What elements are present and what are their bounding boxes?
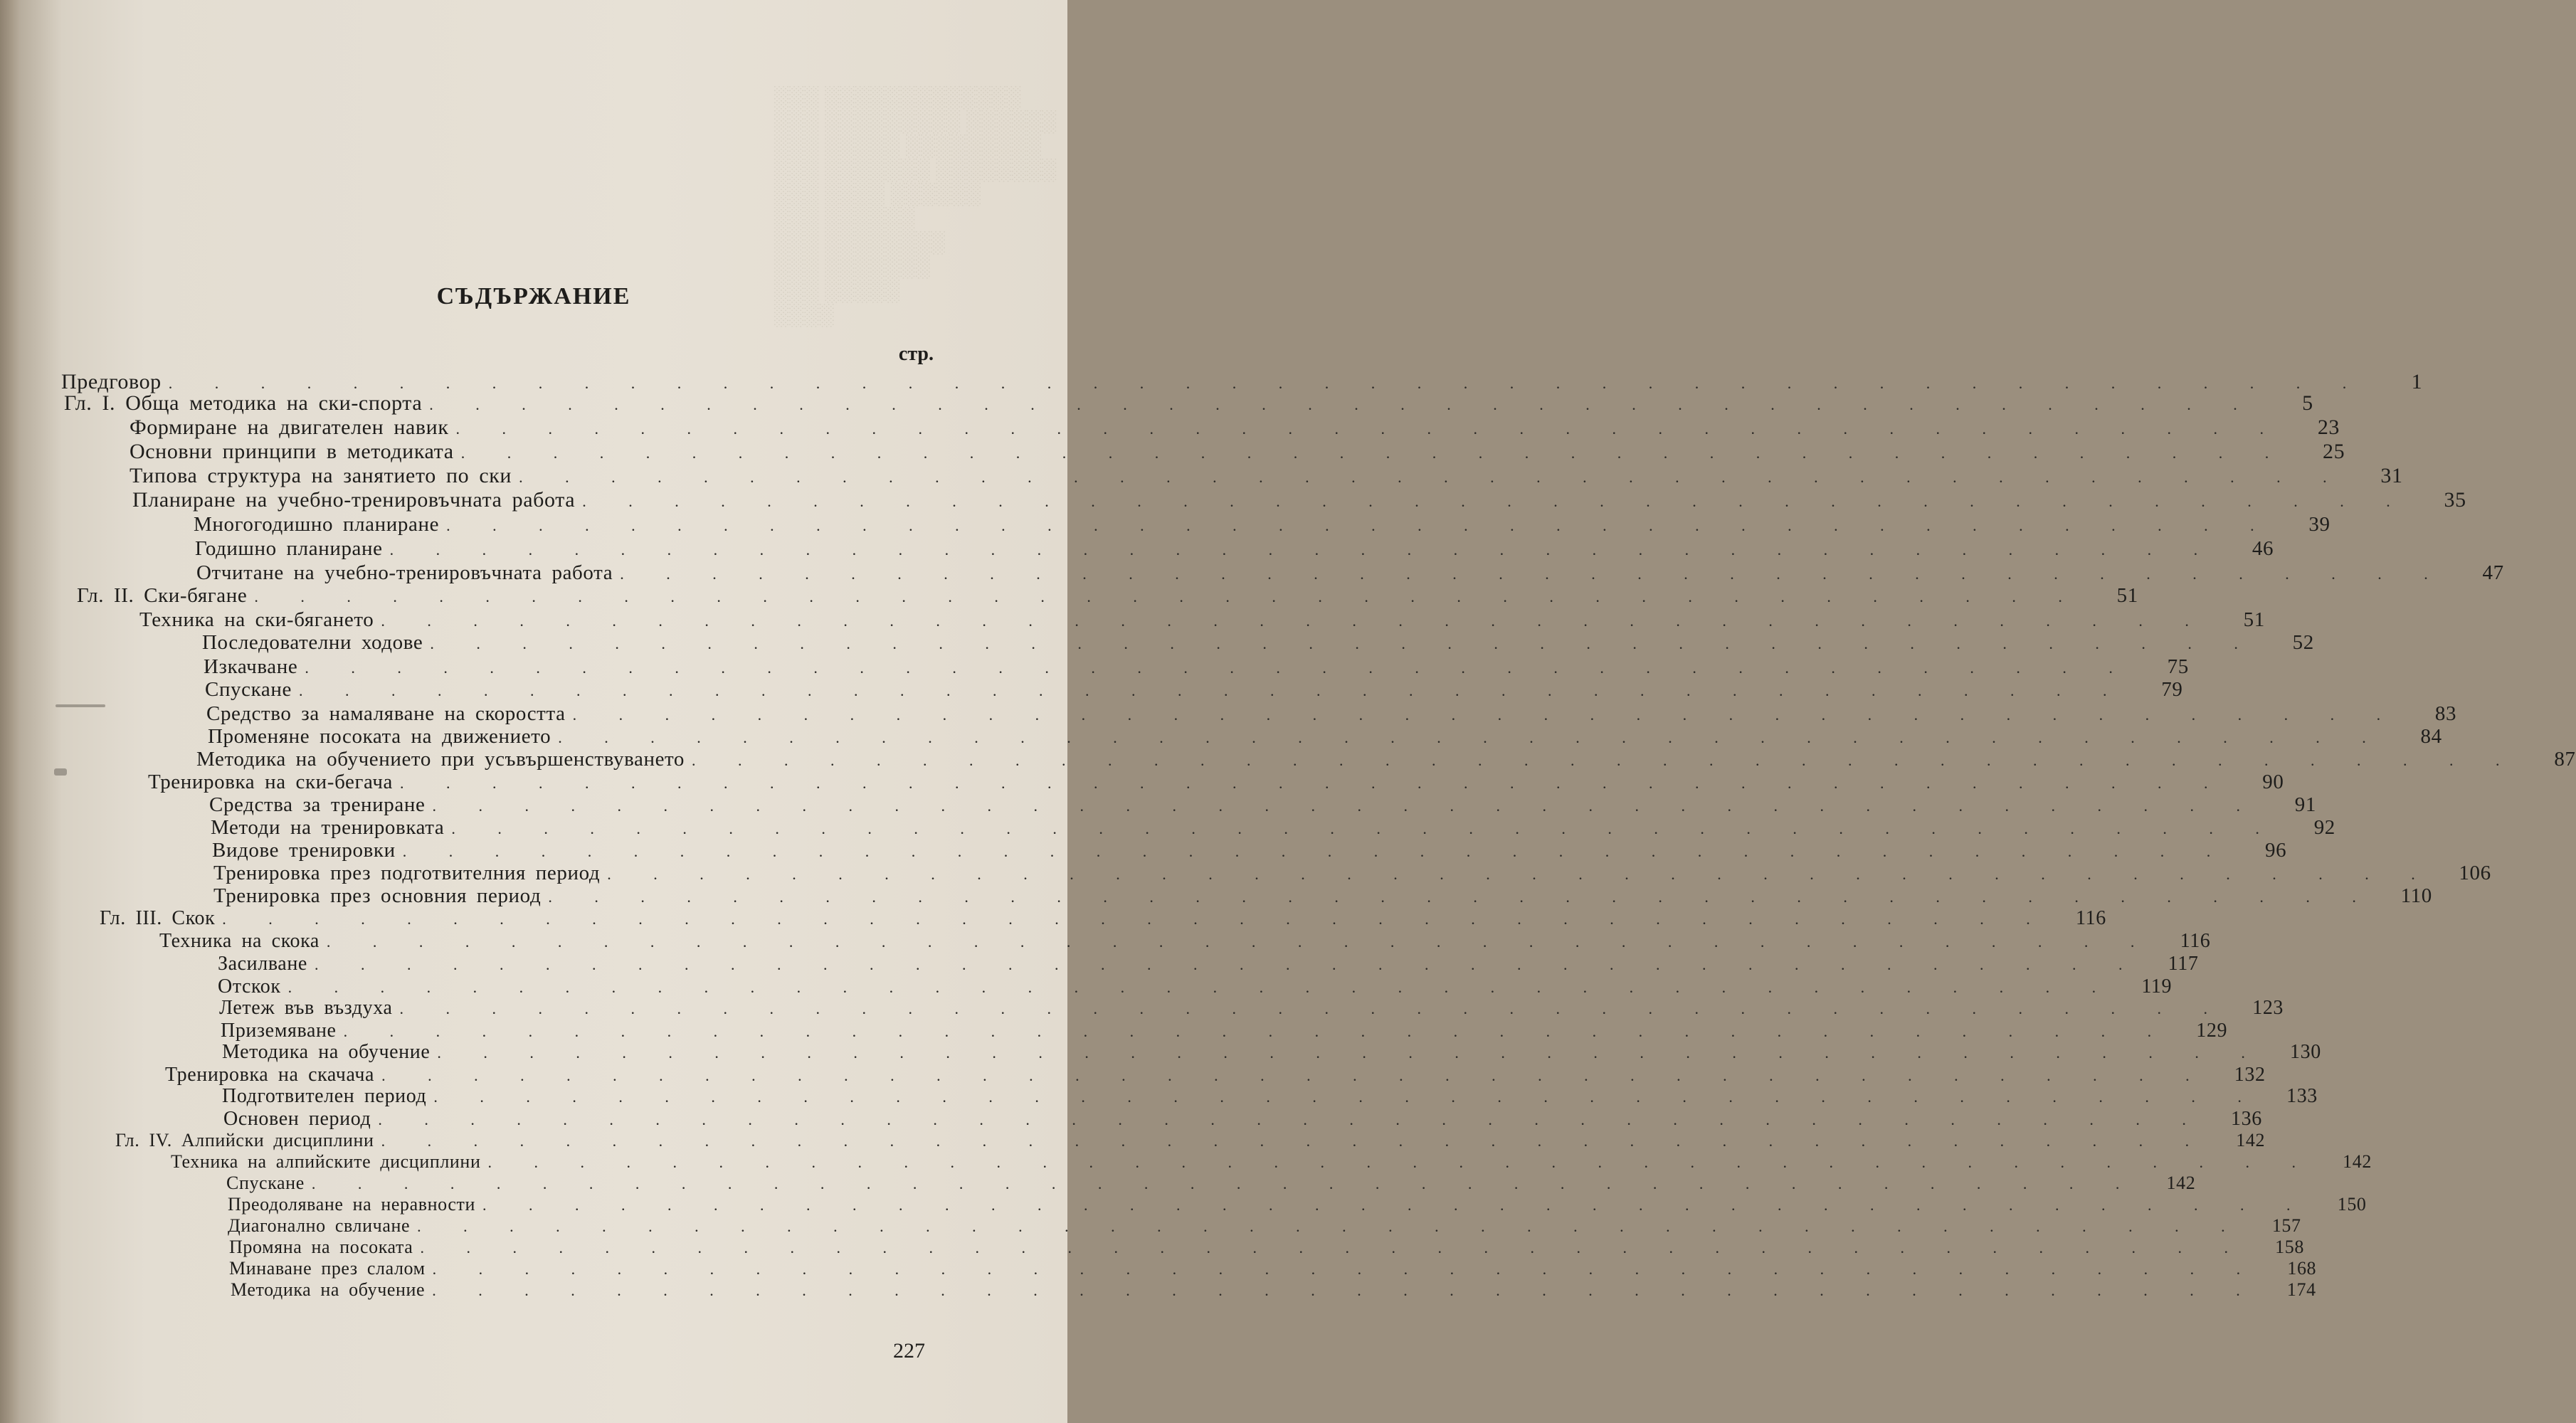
leader-dots: . . . . . . . . . . . . . . . . . . . . . . . . . . . . . . . . . . . . . . . . — [572, 706, 2400, 724]
toc-entry-page: 142 — [2236, 1130, 2266, 1150]
toc-entry — [218, 975, 2173, 999]
toc-entry-page: 129 — [2196, 1020, 2228, 1042]
toc-entry-page: 130 — [2290, 1041, 2321, 1063]
leader-dots: . . . . . . . . . . . . . . . . . . . . . . . . . . . . . . . . . . . . . . . . — [482, 1196, 2310, 1214]
toc-entry — [218, 952, 2199, 976]
toc-entry — [130, 464, 2403, 488]
toc-entry — [202, 630, 2314, 655]
toc-entry — [213, 861, 2491, 885]
toc-entry-label: Гл. II. Ски-бягане — [77, 584, 248, 607]
toc-entry-label: Техника на скока — [159, 930, 320, 952]
leader-dots: . . . . . . . . . . . . . . . . . . . . . . . . . . . . . . . . . . . . . . . . — [305, 659, 2132, 677]
leader-dots: . . . . . . . . . . . . . . . . . . . . . . . . . . . . . . . . . . . . . . . . — [343, 1022, 2171, 1040]
toc-entry-page: 23 — [2317, 416, 2340, 439]
toc-entry-label: Средство за намаляване на скоростта — [206, 702, 566, 725]
toc-entry-label: Подготвителен период — [222, 1085, 427, 1107]
toc-entry — [206, 702, 2457, 726]
toc-entry-page: 174 — [2286, 1279, 2316, 1300]
toc-entry-page: 133 — [2286, 1085, 2318, 1107]
leader-dots: . . . . . . . . . . . . . . . . . . . . . . . . . . . . . . . . . . . . . . . . — [381, 1067, 2209, 1084]
toc-entry-page: 110 — [2400, 884, 2432, 907]
leader-dots: . . . . . . . . . . . . . . . . . . . . . . . . . . . . . . . . . . . . . . . . — [429, 396, 2256, 413]
leader-dots: . . . . . . . . . . . . . . . . . . . . . . . . . . . . . . . . . . . . . . . . — [432, 1260, 2260, 1278]
leader-dots: . . . . . . . . . . . . . . . . . . . . . . . . . . . . . . . . . . . . . . . . — [420, 1239, 2247, 1257]
toc-entry — [196, 747, 2576, 771]
leader-dots: . . . . . . . . . . . . . . . . . . . . . . . . . . . . . . . . . . . . . . . . — [558, 729, 2385, 746]
leader-dots: . . . . . . . . . . . . . . . . . . . . . . . . . . . . . . . . . . . . . . . . — [437, 1044, 2264, 1062]
toc-entry-label: Средства за трениране — [209, 793, 426, 816]
toc-entry — [61, 370, 2423, 394]
toc-entry-page: 142 — [2343, 1151, 2372, 1172]
toc-entry-page: 96 — [2265, 839, 2287, 862]
toc-entry-label: Гл. III. Скок — [100, 907, 216, 929]
leader-dots: . . . . . . . . . . . . . . . . . . . . . . . . . . . . . . . . . . . . . . . . — [399, 1000, 2227, 1017]
leader-dots: . . . . . . . . . . . . . . . . . . . . . . . . . . . . . . . . . . . . . . . . — [582, 492, 2409, 510]
leader-dots: . . . . . . . . . . . . . . . . . . . . . . . . . . . . . . . . . . . . . . . . — [519, 468, 2346, 486]
toc-entry-page: 83 — [2434, 702, 2457, 725]
toc-entry-label: Предговор — [61, 370, 162, 393]
toc-entry-label: Тренировка през основния период — [213, 884, 542, 907]
toc-entry-page: 51 — [2116, 584, 2138, 607]
toc-entry-page: 117 — [2168, 953, 2199, 975]
toc-entry-label: Последователни ходове — [202, 631, 423, 654]
leader-dots: . . . . . . . . . . . . . . . . . . . . . . . . . . . . . . . . . . . . . . . . — [298, 682, 2126, 699]
toc-entry-label: Отскок — [218, 975, 281, 998]
toc-entry-label: Типова структура на занятието по ски — [130, 464, 512, 487]
toc-entry-label: Видове тренировки — [212, 839, 396, 862]
toc-entry — [139, 608, 2265, 632]
toc-entry-page: 46 — [2252, 537, 2274, 560]
toc-entry-page: 1 — [2411, 370, 2423, 393]
toc-entry-label: Формиране на двигателен навик — [130, 416, 449, 439]
toc-entry — [132, 488, 2466, 512]
toc-entry-label: Изкачване — [204, 655, 298, 678]
toc-entry — [195, 536, 2274, 561]
toc-entry-page: 79 — [2161, 678, 2183, 701]
leader-dots: . . . . . . . . . . . . . . . . . . . . . . . . . . . . . . . . . . . . . . . . — [381, 1132, 2209, 1150]
toc-entry-label: Гл. IV. Алпийски дисциплини — [115, 1130, 374, 1150]
leader-dots: . . . . . . . . . . . . . . . . . . . . . . . . . . . . . . . . . . . . . . . . — [287, 978, 2116, 996]
toc-entry-label: Методика на обучение — [231, 1279, 426, 1300]
toc-entry-page: 123 — [2252, 997, 2284, 1019]
toc-entry-page: 87 — [2554, 748, 2576, 771]
toc-entry-page: 157 — [2271, 1215, 2301, 1236]
toc-entry-label: Годишно планиране — [195, 537, 383, 560]
toc-entry — [209, 793, 2316, 817]
leader-dots: . . . . . . . . . . . . . . . . . . . . . . . . . . . . . . . . . . . . . . . . — [311, 1175, 2139, 1192]
toc-entry-label: Летеж във въздуха — [219, 997, 393, 1019]
toc-entry-page: 150 — [2337, 1194, 2367, 1215]
leader-dots: . . . . . . . . . . . . . . . . . . . . . . . . . . . . . . . . . . . . . . . . — [402, 842, 2230, 860]
toc-entry — [196, 561, 2504, 585]
leader-dots: . . . . . . . . . . . . . . . . . . . . . . . . . . . . . . . . . . . . . . . . — [399, 774, 2227, 792]
page-number: 227 — [893, 1339, 925, 1363]
toc-entry — [222, 1040, 2321, 1064]
toc-entry-label: Гл. I. Обща методика на ски-спорта — [64, 391, 423, 415]
toc-entry-label: Спускане — [226, 1173, 305, 1193]
toc-entry-label: Засилване — [218, 953, 307, 975]
toc-entry — [231, 1278, 2316, 1302]
toc-entry-page: 106 — [2459, 862, 2491, 884]
toc-entry — [211, 815, 2335, 840]
toc-entry-label: Методика на обучение — [222, 1041, 431, 1063]
toc-entry — [159, 929, 2211, 953]
leader-dots: . . . . . . . . . . . . . . . . . . . . . . . . . . . . . . . . . . . . . . . . — [417, 1217, 2244, 1235]
toc-entry — [223, 1107, 2262, 1131]
book-gutter — [0, 0, 20, 1423]
toc-entry-page: 158 — [2275, 1237, 2304, 1257]
leader-dots: . . . . . . . . . . . . . . . . . . . . . . . . . . . . . . . . . . . . . . . . — [314, 956, 2142, 973]
smudge-mark — [56, 704, 105, 707]
leader-dots: . . . . . . . . . . . . . . . . . . . . . . . . . . . . . . . . . . . . . . . . — [607, 865, 2434, 883]
toc-entry-label: Отчитане на учебно-тренировъчната работа — [196, 561, 613, 584]
toc-entry-page: 116 — [2076, 907, 2106, 929]
toc-entry — [228, 1192, 2367, 1217]
toc-entry-page: 92 — [2313, 816, 2335, 839]
leader-dots: . . . . . . . . . . . . . . . . . . . . . . . . . . . . . . . . . . . . . . . . — [432, 797, 2259, 815]
toc-entry — [229, 1257, 2317, 1281]
toc-entry — [130, 416, 2340, 440]
leader-dots: . . . . . . . . . . . . . . . . . . . . . . . . . . . . . . . . . . . . . . . . — [460, 444, 2289, 462]
leader-dots: . . . . . . . . . . . . . . . . . . . . . . . . . . . . . . . . . . . . . . . . — [430, 635, 2257, 652]
toc-entry — [226, 1171, 2196, 1195]
bleed-through-text: ░░░░░░░░░░░░░ ░░░ ░░░░░░ ░░░░░░░░░ ░░░ ░░░░░░░░░ ░░░░░ ░░░ ░░░░░░░░ ░░░░░░░ ░░░ ░░░░░░ ░░░░ ░░░ ░░░░░░ ░░░ ░░░░░░░░ ░░░ ░░░░░░░ ░░░ ░░░░░ ░░░ ░░░░ — [774, 85, 1057, 327]
toc-entry — [77, 583, 2138, 608]
leader-dots: . . . . . . . . . . . . . . . . . . . . . . . . . . . . . . . . . . . . . . . . — [487, 1153, 2315, 1171]
toc-entry-label: Тренировка на ски-бегача — [148, 771, 393, 793]
toc-entry — [219, 996, 2284, 1020]
toc-entry-label: Спускане — [205, 678, 292, 701]
leader-dots: . . . . . . . . . . . . . . . . . . . . . . . . . . . . . . . . . . . . . . . . — [446, 517, 2274, 534]
toc-entry — [165, 1063, 2266, 1087]
toc-entry-page: 84 — [2420, 725, 2442, 748]
leader-dots: . . . . . . . . . . . . . . . . . . . . . . . . . . . . . . . . . . . . . . . . — [254, 588, 2081, 605]
toc-entry-page: 132 — [2234, 1064, 2266, 1086]
toc-entry — [115, 1128, 2266, 1153]
leader-dots: . . . . . . . . . . . . . . . . . . . . . . . . . . . . . . . . . . . . . . . . — [455, 420, 2284, 438]
toc-title: СЪДЪРЖАНИЕ — [436, 283, 631, 310]
toc-entry — [212, 838, 2287, 862]
toc-entry — [148, 770, 2284, 794]
toc-entry-page: 35 — [2444, 488, 2466, 512]
toc-entry-label: Техника на ски-бягането — [139, 608, 374, 631]
leader-dots: . . . . . . . . . . . . . . . . . . . . . . . . . . . . . . . . . . . . . . . . — [222, 910, 2049, 928]
toc-entry-page: 31 — [2380, 464, 2403, 487]
toc-entry-page: 136 — [2231, 1108, 2262, 1130]
leader-dots: . . . . . . . . . . . . . . . . . . . . . . . . . . . . . . . . . . . . . . . . — [433, 1088, 2261, 1106]
leader-dots: . . . . . . . . . . . . . . . . . . . . . . . . . . . . . . . . . . . . . . . . — [432, 1281, 2259, 1299]
toc-entry-page: 90 — [2262, 771, 2284, 793]
toc-entry — [221, 1019, 2228, 1043]
toc-entry — [64, 391, 2313, 416]
leader-dots: . . . . . . . . . . . . . . . . . . . . . . . . . . . . . . . . . . . . . . . . — [381, 612, 2208, 630]
toc-entry — [100, 906, 2106, 931]
toc-entry — [194, 512, 2330, 536]
page-column-header: стр. — [898, 343, 934, 365]
toc-entry-page: 25 — [2322, 440, 2345, 463]
toc-entry-label: Променяне посоката на движението — [208, 725, 551, 748]
toc-entry-label: Многогодишно планиране — [194, 513, 440, 536]
toc-entry — [204, 655, 2189, 679]
toc-entry — [205, 677, 2183, 702]
leader-dots: . . . . . . . . . . . . . . . . . . . . . . . . . . . . . . . . . . . . . . . . — [548, 888, 2375, 906]
toc-entry — [213, 884, 2432, 908]
toc-entry-page: 119 — [2141, 975, 2173, 998]
toc-entry-page: 52 — [2292, 631, 2314, 654]
toc-entry-page: 75 — [2167, 655, 2189, 678]
toc-entry-label: Промяна на посоката — [229, 1237, 413, 1257]
toc-entry-page: 91 — [2294, 793, 2316, 816]
leader-dots: . . . . . . . . . . . . . . . . . . . . . . . . . . . . . . . . . . . . . . . . — [451, 820, 2279, 837]
toc-entry-page: 47 — [2482, 561, 2504, 584]
toc-entry-label: Основни принципи в методиката — [130, 440, 454, 463]
toc-entry-label: Приземяване — [221, 1020, 337, 1042]
toc-entry-label: Минаване през слалом — [229, 1258, 426, 1279]
toc-entry-page: 142 — [2166, 1173, 2196, 1193]
toc-entry — [229, 1235, 2304, 1259]
leader-dots: . . . . . . . . . . . . . . . . . . . . . . . . . . . . . . . . . . . . . . . . — [692, 751, 2519, 769]
toc-entry — [222, 1084, 2318, 1109]
toc-entry-page: 168 — [2287, 1258, 2317, 1279]
toc-entry-page: 116 — [2180, 930, 2211, 952]
leader-dots: . . . . . . . . . . . . . . . . . . . . . . . . . . . . . . . . . . . . . . . . — [378, 1111, 2205, 1128]
toc-entry-label: Методика на обучението при усъвършенствуването — [196, 748, 685, 771]
toc-entry-label: Методи на тренировката — [211, 816, 445, 839]
toc-entry-label: Тренировка на скачача — [165, 1064, 375, 1086]
toc-entry-label: Техника на алпийските дисциплини — [171, 1151, 481, 1172]
toc-entry — [130, 440, 2345, 464]
toc-entry-label: Диагонално свличане — [228, 1215, 411, 1236]
smudge-mark — [54, 768, 67, 776]
toc-entry — [208, 724, 2442, 748]
toc-entry-label: Преодоляване на неравности — [228, 1194, 476, 1215]
leader-dots: . . . . . . . . . . . . . . . . . . . . . . . . . . . . . . . . . . . . . . . . — [620, 565, 2447, 583]
toc-entry-label: Тренировка през подготвителния период — [213, 862, 601, 884]
toc-entry-page: 51 — [2243, 608, 2265, 631]
toc-entry-label: Основен период — [223, 1108, 371, 1130]
leader-dots: . . . . . . . . . . . . . . . . . . . . . . . . . . . . . . . . . . . . . . . . — [389, 541, 2217, 559]
toc-entry-label: Планиране на учебно-тренировъчната работа — [132, 488, 576, 512]
leader-dots: . . . . . . . . . . . . . . . . . . . . . . . . . . . . . . . . . . . . . . . . . . . . . . . . — [168, 374, 2366, 392]
toc-entry-page: 5 — [2302, 391, 2313, 415]
toc-entry-page: 39 — [2308, 513, 2330, 536]
toc-entry — [171, 1150, 2372, 1174]
toc-entry — [228, 1214, 2301, 1238]
leader-dots: . . . . . . . . . . . . . . . . . . . . . . . . . . . . . . . . . . . . . . . . — [326, 933, 2154, 951]
